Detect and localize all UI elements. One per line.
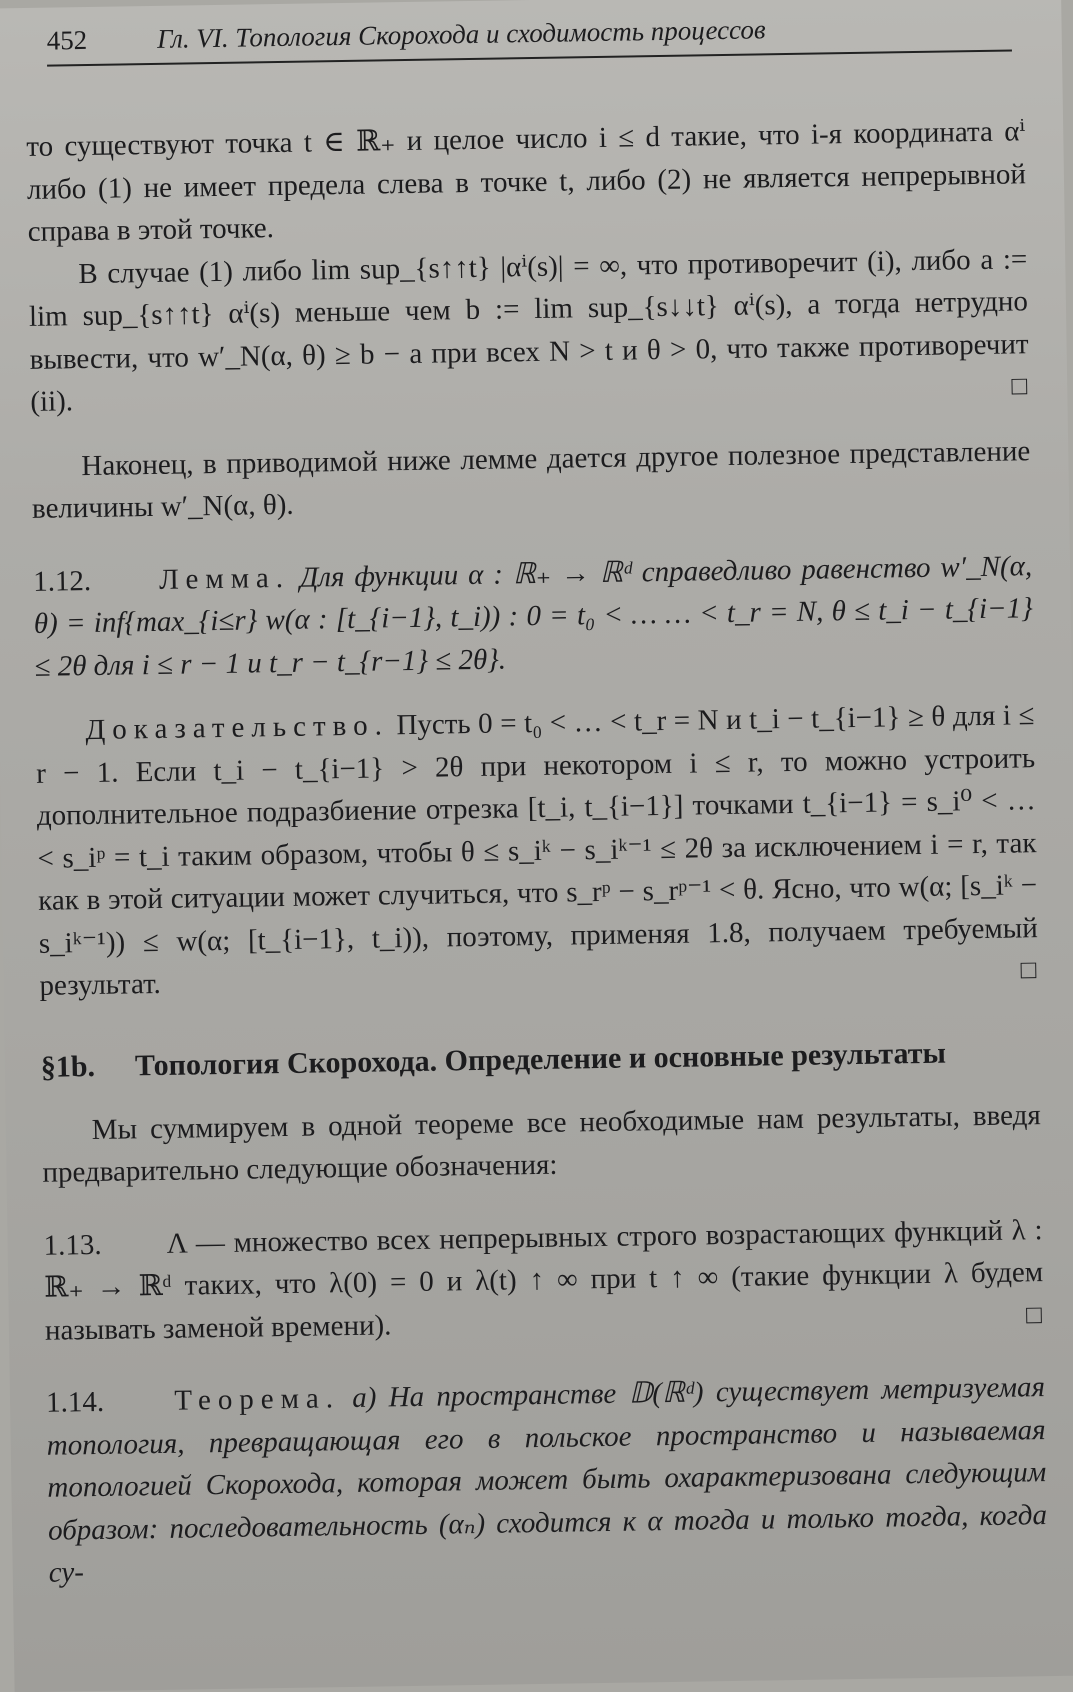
lemma-text: Для функции α : ℝ₊ → ℝᵈ справедливо равенство w′_N(α, θ) = inf{max_{i≤r} w(α : [t_{i−1}, t_i)) : 0 = t₀ < … … < t_r = N, θ ≤ t_i − t_{i−1} ≤ 2θ для i ≤ r − 1 и t_r − t_{r−1} ≤ 2θ}.: [33, 549, 1033, 683]
paragraph-2-text: В случае (1) либо lim sup_{s↑↑t} |αⁱ(s)| = ∞, что противоречит (i), либо a := lim sup_{s↑↑t} αⁱ(s) меньше чем b := lim sup_{s↓↓t} αⁱ(s), а тогда нетрудно вывести, что w′_N(α, θ) ≥ b − a при всех N > t и θ > 0, что также противоречит (ii).: [28, 242, 1029, 418]
lemma-label: Лемма.: [158, 561, 291, 596]
running-head: [46, 10, 1012, 66]
definition-1-13: [43, 1209, 1044, 1352]
qed-symbol: □: [1011, 371, 1028, 401]
lemma-number: 1.12.: [32, 564, 92, 598]
lemma-1-12: [33, 545, 1034, 688]
proof: [35, 694, 1039, 1007]
page-content: [26, 110, 1048, 1594]
paragraph-2: [28, 238, 1030, 424]
chapter-title: Гл. VI. Топология Скорохода и сходимость процессов: [156, 14, 766, 54]
theorem-1-14: [46, 1366, 1048, 1594]
proof-label: Доказательство.: [85, 709, 390, 747]
qed-symbol-proof: □: [1020, 955, 1037, 985]
section-title: Топология Скорохода. Определение и основные результаты: [134, 1036, 947, 1082]
proof-text: Пусть 0 = t₀ < … < t_r = N и t_i − t_{i−1} ≥ θ для i ≤ r − 1. Если t_i − t_{i−1} > 2θ при некотором i ≤ r, то можно устроить дополнительное подразбиение отрезка [t_i, t_{i−1}] точками t_{i−1} = s_i⁰ < … < s_iᵖ = t_i таким образом, чтобы θ ≤ s_iᵏ − s_iᵏ⁻¹ ≤ 2θ за исключением i = r, так как в этой ситуации может случиться, что s_rᵖ − s_rᵖ⁻¹ < θ. Ясно, что w(α; [s_iᵏ − s_iᵏ⁻¹)) ≤ w(α; [t_{i−1}, t_i)), поэтому, применяя 1.8, получаем требуемый результат.: [35, 699, 1038, 1002]
qed-symbol-def: □: [1025, 1299, 1043, 1329]
paragraph-3: Наконец, в приводимой ниже лемме дается другое полезное представление величины w′_N(α, θ).: [31, 434, 1031, 525]
section-number: §1b.: [40, 1049, 96, 1084]
page-number: 452: [46, 24, 88, 56]
definition-text: Λ — множество всех непрерывных строго возрастающих функций λ : ℝ₊ → ℝᵈ таких, что λ(0) = 0 и λ(t) ↑ ∞ при t ↑ ∞ (такие функции λ будем называть заменой времени).: [44, 1213, 1044, 1347]
section-intro: Мы суммируем в одной теореме все необходимые нам результаты, введя предварительно следующие обозначения:: [42, 1098, 1041, 1189]
theorem-number: 1.14.: [45, 1385, 105, 1419]
section-heading: [40, 1032, 1040, 1088]
theorem-label: Теорема.: [174, 1382, 341, 1417]
theorem-text: a) На пространстве 𝔻(ℝᵈ) существует метризуемая топология, превращающая его в польское пространство и называемая топологией Скорохода, которая может быть охарактеризована следующим образом: последовательность (αₙ) сходится к α тогда и только тогда, когда су-: [46, 1371, 1048, 1589]
paragraph-1: то существуют точка t ∈ ℝ₊ и целое число i ≤ d такие, что i-я координата αⁱ либо (1) не имеет предела слева в точке t, либо (2) не является непрерывной справа в этой точке.: [26, 115, 1027, 248]
definition-number: 1.13.: [43, 1228, 102, 1262]
